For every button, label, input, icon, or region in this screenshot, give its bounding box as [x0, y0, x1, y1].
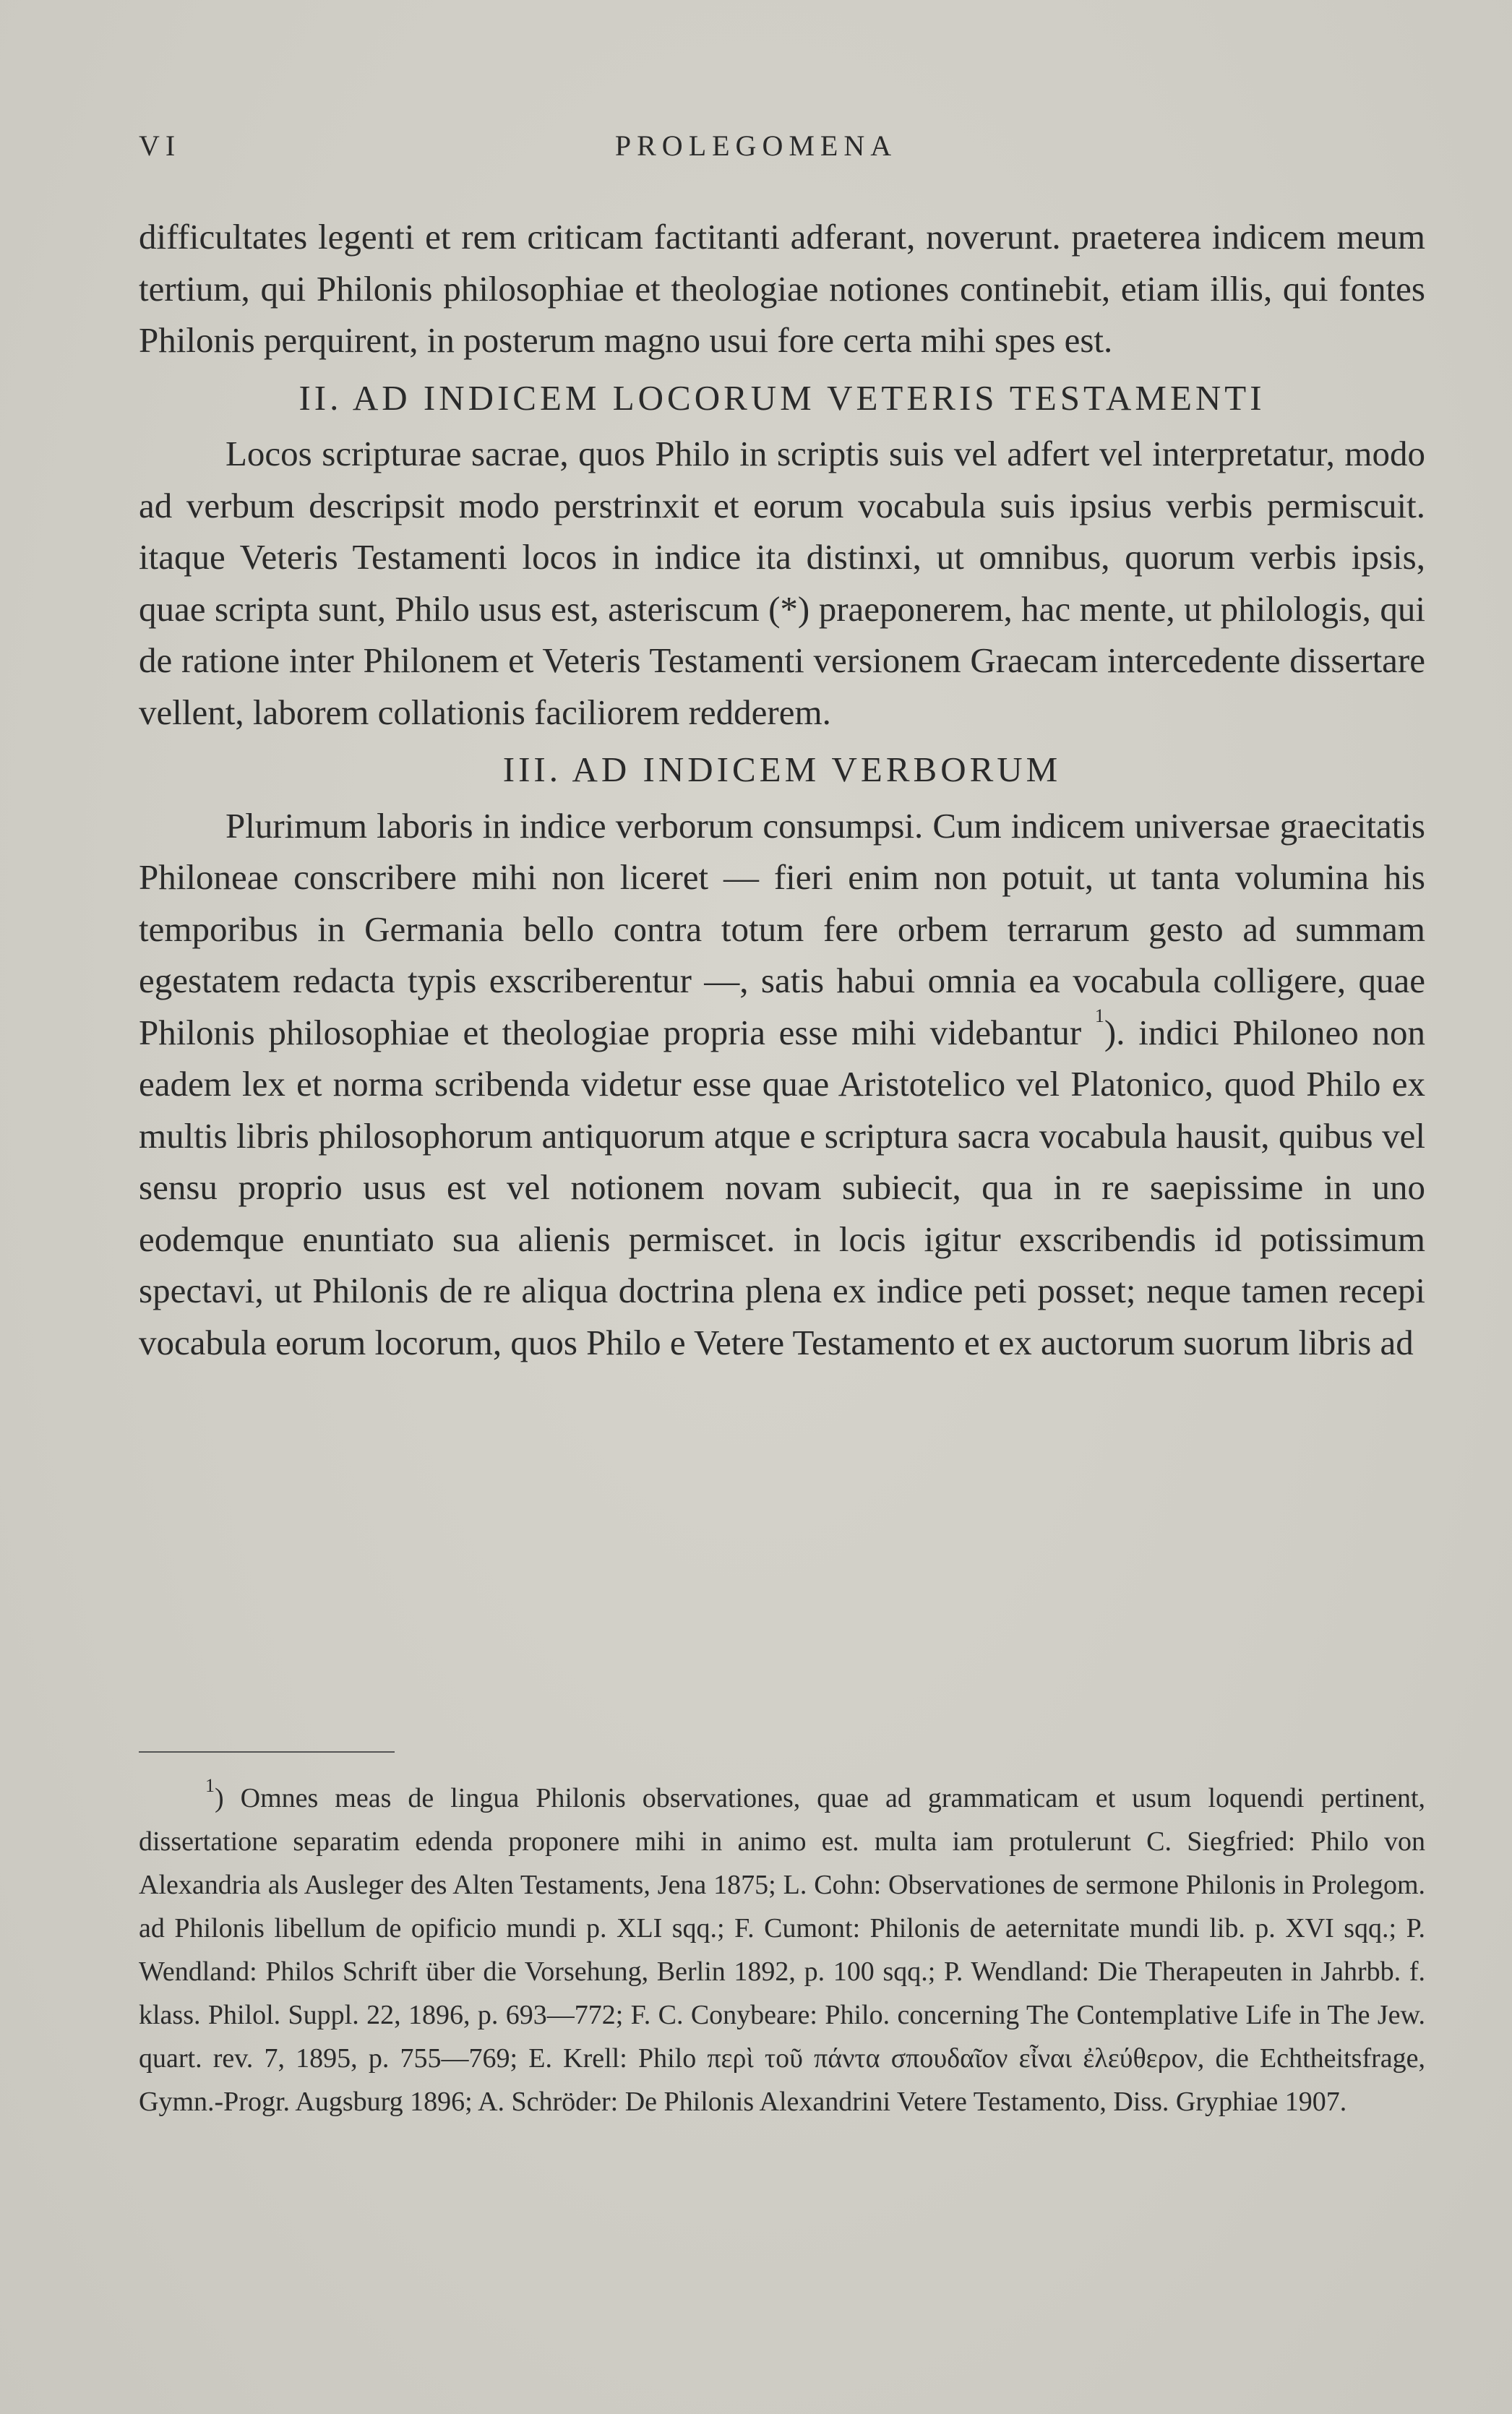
- section-heading-loci: II. AD INDICEM LOCORUM VETERIS TESTAMENTI: [298, 377, 1266, 418]
- paragraph-text-part-2: ). indici Philoneo non eadem lex et norma scribenda videtur esse quae Aristotelico vel Platonico, quod Philo ex multis libris philosophorum antiquorum atque e scriptura sacra vocabula hausit, quibus vel sensu proprio usus est vel notionem novam subiecit, qua in re saepissime in uno eodemque enuntiato sua alienis permiscet. in locis igitur exscribendis id potissimum spectavi, ut Philonis de re aliqua doctrina plena ex indice peti posset; neque tamen recepi vocabula eorum locorum, quos Philo e Vetere Testamento et ex auctorum suorum libris ad: [139, 1012, 1425, 1362]
- running-head: [139, 129, 1373, 169]
- footnote-paragraph: [139, 1777, 1425, 2123]
- page-number: VI: [139, 129, 181, 162]
- section-paragraph-loci: Locos scripturae sacrae, quos Philo in scriptis suis vel adfert vel interpretatur, modo ad verbum descripsit modo perstrinxit et eorum vocabula suis ipsius verbis permiscuit. itaque Veteris Testamenti locos in indice ita distinxi, ut omnibus, quorum verbis ipsis, quae scripta sunt, Philo usus est, asteriscum (*) praeponerem, hac mente, ut philologis, qui de ratione inter Philonem et Veteris Testamenti versionem Graecam intercedente dissertare vellent, laborem collationis faciliorem redderem.: [139, 434, 1425, 732]
- paragraph-text-part-1: Plurimum laboris in indice verborum consumpsi. Cum indicem universae graecitatis Philoneae conscribere mihi non liceret — fieri enim non potuit, ut tanta volumina his temporibus in Germania bello contra totum fere orbem terrarum gesto ad summam egestatem redacta typis exscriberentur —, satis habui omnia ea vocabula colligere, quae Philonis philosophiae et theologiae propria esse mihi videbantur: [139, 805, 1425, 1052]
- main-text: [139, 211, 1425, 1368]
- running-title: PROLEGOMENA: [614, 129, 898, 162]
- footnote-reference: 1: [1094, 1005, 1104, 1026]
- footnote-marker: 1: [205, 1775, 215, 1796]
- footnote-separator: [139, 1751, 395, 1753]
- section-paragraph-verba: [139, 800, 1425, 1369]
- footnote-marker-close: ): [215, 1783, 224, 1813]
- section-heading-verba: III. AD INDICEM VERBORUM: [502, 749, 1062, 789]
- intro-paragraph: difficultates legenti et rem criticam factitanti adferant, noverunt. praeterea indicem meum tertium, qui Philonis philosophiae et theologiae notiones continebit, etiam illis, qui fontes Philonis perquirent, in posterum magno usui fore certa mihi spes est.: [139, 217, 1425, 360]
- footnote: [139, 1777, 1425, 2123]
- footnote-text: Omnes meas de lingua Philonis observationes, quae ad grammaticam et usum loquendi pertinent, dissertatione separatim edenda proponere mihi in animo est. multa iam protulerunt C. Siegfried: Philo von Alexandria als Ausleger des Alten Testaments, Jena 1875; L. Cohn: Observationes de sermone Philonis in Prolegom. ad Philonis libellum de opificio mundi p. XLI sqq.; F. Cumont: Philonis de aeternitate mundi lib. p. XVI sqq.; P. Wendland: Philos Schrift über die Vorsehung, Berlin 1892, p. 100 sqq.; P. Wendland: Die Therapeuten in Jahrbb. f. klass. Philol. Suppl. 22, 1896, p. 693—772; F. C. Conybeare: Philo. concerning The Contemplative Life in The Jew. quart. rev. 7, 1895, p. 755—769; E. Krell: Philo περὶ τοῦ πάντα σπουδαῖον εἶναι ἐλεύθερον, die Echtheitsfrage, Gymn.-Progr. Augsburg 1896; A. Schröder: De Philonis Alexandrini Vetere Testamento, Diss. Gryphiae 1907.: [139, 1783, 1426, 2117]
